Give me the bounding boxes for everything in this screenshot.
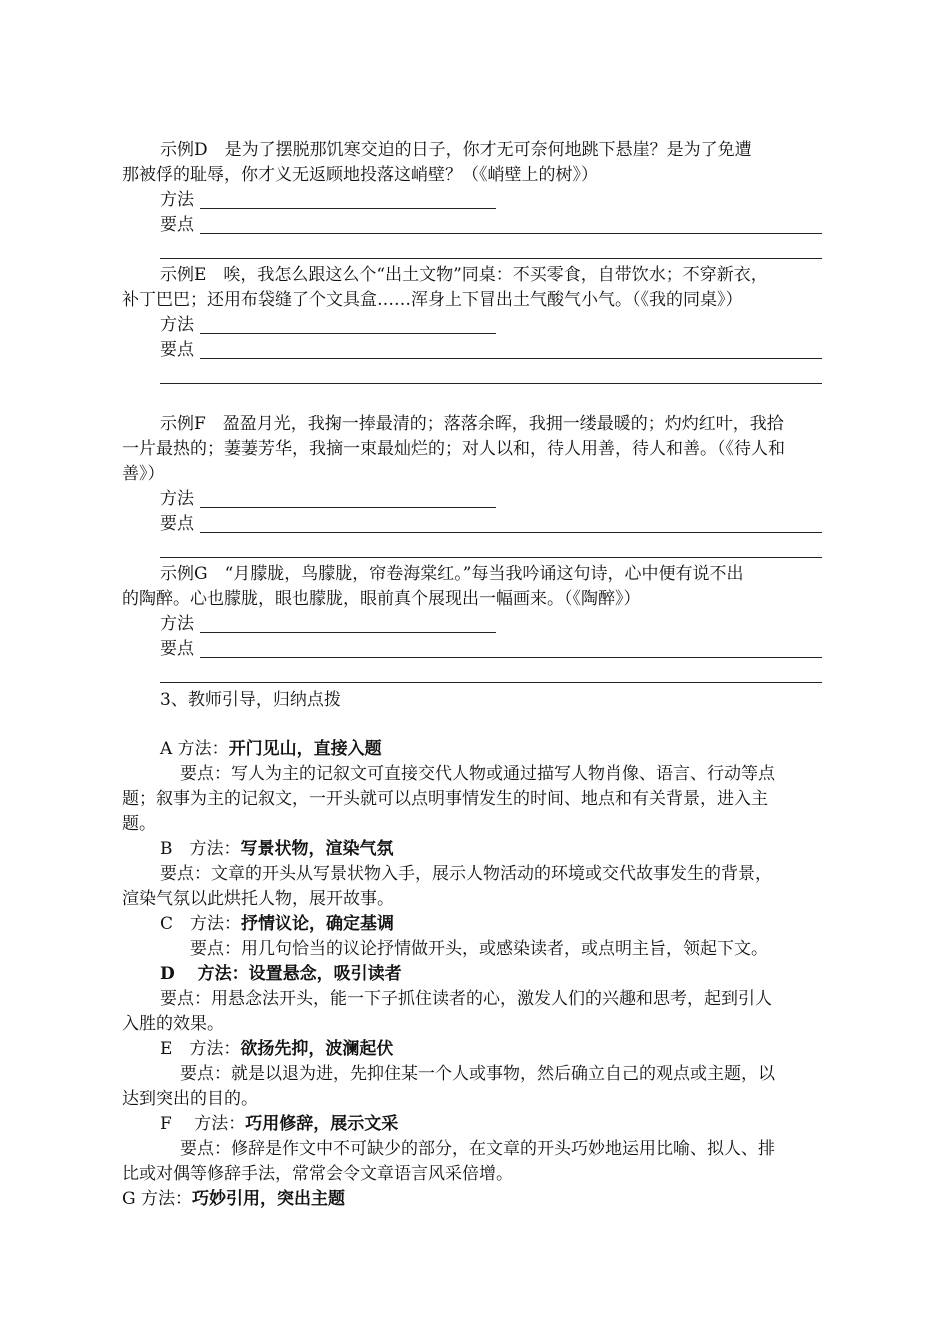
- summary-e-point-line1: 要点：就是以退为进，先抑住某一个人或事物，然后确立自己的观点或主题，以: [180, 1064, 775, 1084]
- point-blank-line-2: [160, 557, 822, 558]
- summary-e-point-line2: 达到突出的目的。: [122, 1089, 258, 1109]
- example-g-line2: 的陶醉。心也朦胧，眼也朦胧，眼前真个展现出一幅画来。（《陶醉》）: [122, 589, 641, 609]
- summary-a-point-line3: 题。: [122, 814, 156, 834]
- point-label: 要点: [160, 215, 194, 235]
- method-blank-line: [200, 333, 496, 334]
- method-blank-line: [200, 507, 496, 508]
- example-f-line2: 一片最热的；萋萋芳华，我摘一束最灿烂的；对人以和，待人用善，待人和善。（《待人和: [122, 439, 785, 459]
- example-d-line2: 那被俘的耻辱，你才义无返顾地投落这峭壁？（《峭壁上的树》）: [122, 165, 598, 185]
- point-blank-line: [200, 358, 822, 359]
- point-blank-line-2: [160, 258, 822, 259]
- summary-f-point-line1: 要点：修辞是作文中不可缺少的部分，在文章的开头巧妙地运用比喻、拟人、排: [180, 1139, 775, 1159]
- point-blank-line: [200, 532, 822, 533]
- summary-g-heading: G 方法：巧妙引用，突出主题: [122, 1189, 345, 1209]
- example-d-line1: 示例D 是为了摆脱那饥寒交迫的日子，你才无可奈何地跳下悬崖？是为了免遭: [160, 140, 752, 160]
- method-label: 方法: [160, 315, 194, 335]
- point-blank-line-2: [160, 383, 822, 384]
- summary-d-point-line2: 入胜的效果。: [122, 1014, 224, 1034]
- summary-e-heading: E 方法：欲扬先抑，波澜起伏: [160, 1039, 394, 1059]
- summary-b-point-line1: 要点：文章的开头从写景状物入手，展示人物活动的环境或交代故事发生的背景，: [160, 864, 772, 884]
- summary-d-heading: D 方法：设置悬念，吸引读者: [160, 964, 402, 984]
- point-label: 要点: [160, 340, 194, 360]
- method-label: 方法: [160, 190, 194, 210]
- method-blank-line: [200, 632, 496, 633]
- example-e-line1: 示例E 唉，我怎么跟这么个“出土文物”同桌：不买零食，自带饮水；不穿新衣，: [160, 265, 768, 285]
- point-label: 要点: [160, 514, 194, 534]
- summary-a-point-line1: 要点：写人为主的记叙文可直接交代人物或通过描写人物肖像、语言、行动等点: [180, 764, 775, 784]
- summary-b-point-line2: 渲染气氛以此烘托人物，展开故事。: [122, 889, 394, 909]
- summary-c-point-line1: 要点：用几句恰当的议论抒情做开头，或感染读者，或点明主旨，领起下文。: [190, 939, 768, 959]
- summary-b-heading: B 方法：写景状物，渲染气氛: [160, 839, 394, 859]
- summary-f-heading: F 方法：巧用修辞，展示文采: [160, 1114, 399, 1134]
- example-f-line1: 示例F 盈盈月光，我掬一捧最清的；落落余晖，我拥一缕最暖的；灼灼红叶，我拾: [160, 414, 784, 434]
- section-3-heading: 3、教师引导，归纳点拨: [160, 690, 341, 710]
- example-e-line2: 补丁巴巴；还用布袋缝了个文具盒……浑身上下冒出土气酸气小气。（《我的同桌》）: [122, 290, 743, 310]
- summary-a-heading: A 方法：开门见山，直接入题: [160, 739, 382, 759]
- point-label: 要点: [160, 639, 194, 659]
- method-label: 方法: [160, 614, 194, 634]
- example-f-line3: 善》）: [122, 464, 165, 484]
- summary-c-heading: C 方法：抒情议论，确定基调: [160, 914, 395, 934]
- point-blank-line: [200, 657, 822, 658]
- example-g-line1: 示例G “月朦胧，鸟朦胧，帘卷海棠红。”每当我吟诵这句诗，心中便有说不出: [160, 564, 744, 584]
- point-blank-line: [200, 233, 822, 234]
- summary-f-point-line2: 比或对偶等修辞手法，常常会令文章语言风采倍增。: [122, 1164, 513, 1184]
- method-blank-line: [200, 208, 496, 209]
- summary-a-point-line2: 题；叙事为主的记叙文，一开头就可以点明事情发生的时间、地点和有关背景，进入主: [122, 789, 768, 809]
- method-label: 方法: [160, 489, 194, 509]
- point-blank-line-2: [160, 682, 822, 683]
- summary-d-point-line1: 要点：用悬念法开头，能一下子抓住读者的心，激发人们的兴趣和思考，起到引人: [160, 989, 772, 1009]
